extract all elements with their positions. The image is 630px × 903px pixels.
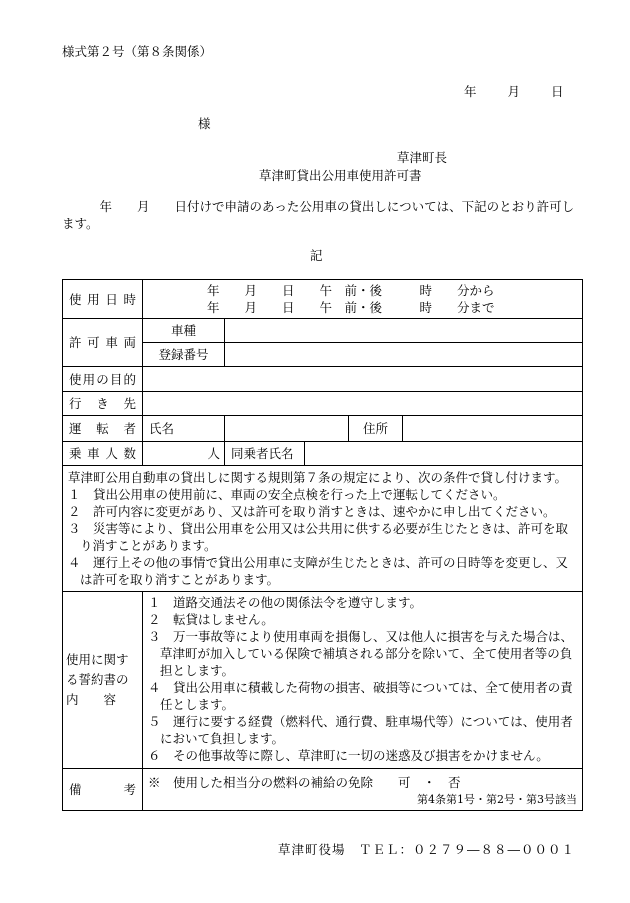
destination-label: 行き先 [63, 392, 143, 416]
pledge-label [63, 592, 143, 769]
address-value [403, 416, 583, 442]
purpose-value [143, 367, 583, 392]
permit-table [62, 279, 583, 811]
remarks-row [63, 769, 583, 811]
driver-label: 運転者 [63, 416, 143, 442]
persons-unit: 人 [143, 442, 225, 466]
condition-item: ２ 許可内容に変更があり、又は許可を取り消すときは、速やかに申し出てください。 [68, 504, 556, 519]
name-value [225, 416, 349, 442]
footer-contact: 草津町役場 ＴＥＬ：０２７９―８８―０００１ [278, 842, 576, 857]
issuer: 草津町長 [397, 150, 448, 165]
passengers-row [63, 442, 583, 466]
vehicle-type-row [63, 319, 583, 343]
fellow-passengers-label: 同乗者氏名 [225, 442, 305, 466]
conditions-cell [63, 466, 583, 592]
purpose-label: 使用の目的 [63, 367, 143, 392]
pledge-label-line: 使用に関す [66, 652, 129, 667]
document-title: 草津町貸出公用車使用許可書 [259, 168, 422, 183]
pledge-item: ４ 貸出公用車に積載した荷物の損害、破損等については、全て使用者の責任とします。 [148, 680, 573, 712]
pledge-item: ２ 転貸はしません。 [148, 612, 274, 627]
pledge-item: ５ 運行に要する経費（燃料代、通行費、駐車場代等）については、使用者において負担します。 [148, 714, 573, 746]
conditions-row [63, 466, 583, 592]
purpose-row [63, 367, 583, 392]
fellow-passengers-value [305, 442, 583, 466]
condition-item: １ 貸出公用車の使用前に、車両の安全点検を行った上で運転してください。 [68, 487, 506, 502]
remarks-note: 第4条第1号・第2号・第3号該当 [417, 792, 577, 806]
pledge-content [143, 592, 583, 769]
remarks-content [143, 769, 583, 811]
passengers-label: 乗車人数 [63, 442, 143, 466]
pledge-item: １ 道路交通法その他の関係法令を遵守します。 [148, 595, 423, 610]
intro-paragraph: 年 月 日付けで申請のあった公用車の貸出しについては、下記のとおり許可します。 [62, 199, 575, 231]
usage-datetime-label: 使用日時 [63, 280, 143, 319]
registration-no-value [225, 343, 583, 367]
usage-datetime-row [63, 280, 583, 319]
usage-datetime-value [143, 280, 583, 319]
vehicle-type-value [225, 319, 583, 343]
remarks-label: 備考 [63, 769, 143, 811]
permitted-vehicle-label: 許可車両 [63, 319, 143, 367]
pledge-item: ６ その他事故等に際し、草津町に一切の迷惑及び損害をかけません。 [148, 748, 549, 763]
destination-row [63, 392, 583, 416]
remarks-text: ※ 使用した相当分の燃料の補給の免除 可 ・ 否 [148, 774, 461, 790]
pledge-item: ３ 万一事故等により使用車両を損傷し、又は他人に損害を与えた場合は、草津町が加入している保険で補填される部分を除いて、全て使用者等の負担とします。 [148, 629, 574, 678]
condition-item: ４ 運行上その他の事情で貸出公用車に支障が生じたときは、許可の日時等を変更し、又は許可を取り消すことがあります。 [68, 555, 569, 587]
vehicle-type-label: 車種 [143, 319, 225, 343]
destination-value [143, 392, 583, 416]
usage-datetime-to: 年 月 日 午 前・後 時 分まで [207, 300, 495, 315]
usage-datetime-from: 年 月 日 午 前・後 時 分から [207, 283, 495, 298]
registration-no-label: 登録番号 [143, 343, 225, 367]
address-label: 住所 [349, 416, 403, 442]
ki-marker: 記 [310, 248, 323, 263]
issue-date: 年 月 日 [464, 84, 566, 99]
conditions-intro: 草津町公用自動車の貸出しに関する規則第７条の規定により、次の条件で貸し付けます。 [68, 470, 568, 485]
name-label: 氏名 [143, 416, 225, 442]
condition-item: ３ 災害等により、貸出公用車を公用又は公共用に供する必要が生じたときは、許可を取り消すことがあります。 [68, 521, 569, 553]
addressee: 様 [198, 116, 211, 131]
pledge-label-line: る誓約書の [66, 672, 129, 687]
pledge-row [63, 592, 583, 769]
pledge-label-line: 内 容 [66, 692, 117, 707]
driver-row [63, 416, 583, 442]
form-number: 様式第２号（第８条関係） [62, 44, 213, 59]
